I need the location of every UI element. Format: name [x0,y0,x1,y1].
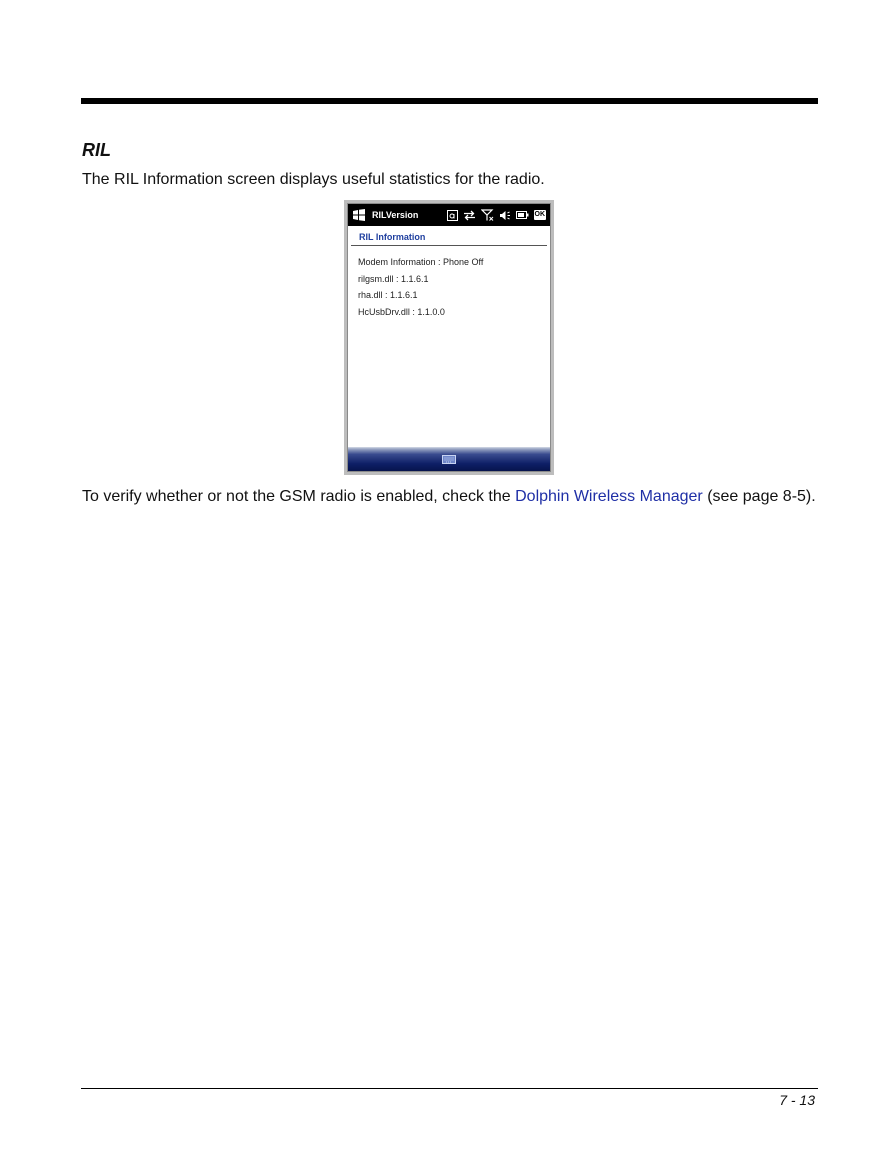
intro-paragraph: The RIL Information screen displays useful statistics for the radio. [82,171,545,188]
page-number: 7 - 13 [779,1092,815,1108]
device-screen [347,203,551,472]
keyboard-mode-icon[interactable] [447,210,458,221]
ril-line-rilgsm: rilgsm.dll : 1.1.6.1 [358,273,429,284]
ril-line-modem: Modem Information : Phone Off [358,257,484,267]
device-taskbar [348,204,550,226]
ok-button[interactable]: OK [534,211,545,218]
sync-arrows-icon[interactable] [463,210,476,221]
ril-line-rha: rha.dll : 1.1.6.1 [358,290,418,300]
outro-paragraph [82,488,816,506]
app-title: RILVersion [372,210,419,220]
ril-info-list [348,246,550,320]
no-signal-icon[interactable] [481,209,494,221]
battery-icon[interactable] [516,210,529,220]
device-screenshot [344,200,554,475]
device-bottom-bar [348,447,550,471]
speaker-icon[interactable] [499,210,511,221]
top-rule [81,98,818,104]
outro-text-after: (see page 8-5). [702,488,816,505]
status-icons [447,209,547,221]
bottom-rule [81,1088,818,1089]
outro-text-before: To verify whether or not the GSM radio is enabled, check the [82,488,516,505]
ril-info-header: RIL Information [351,226,547,246]
windows-start-icon[interactable] [352,208,366,222]
keyboard-icon[interactable] [442,455,456,464]
ril-line-hcusbdrv: HcUsbDrv.dll : 1.1.0.0 [358,306,445,317]
section-title: RIL [82,140,111,160]
dolphin-wireless-manager-link[interactable]: Dolphin Wireless Manager [515,488,703,505]
